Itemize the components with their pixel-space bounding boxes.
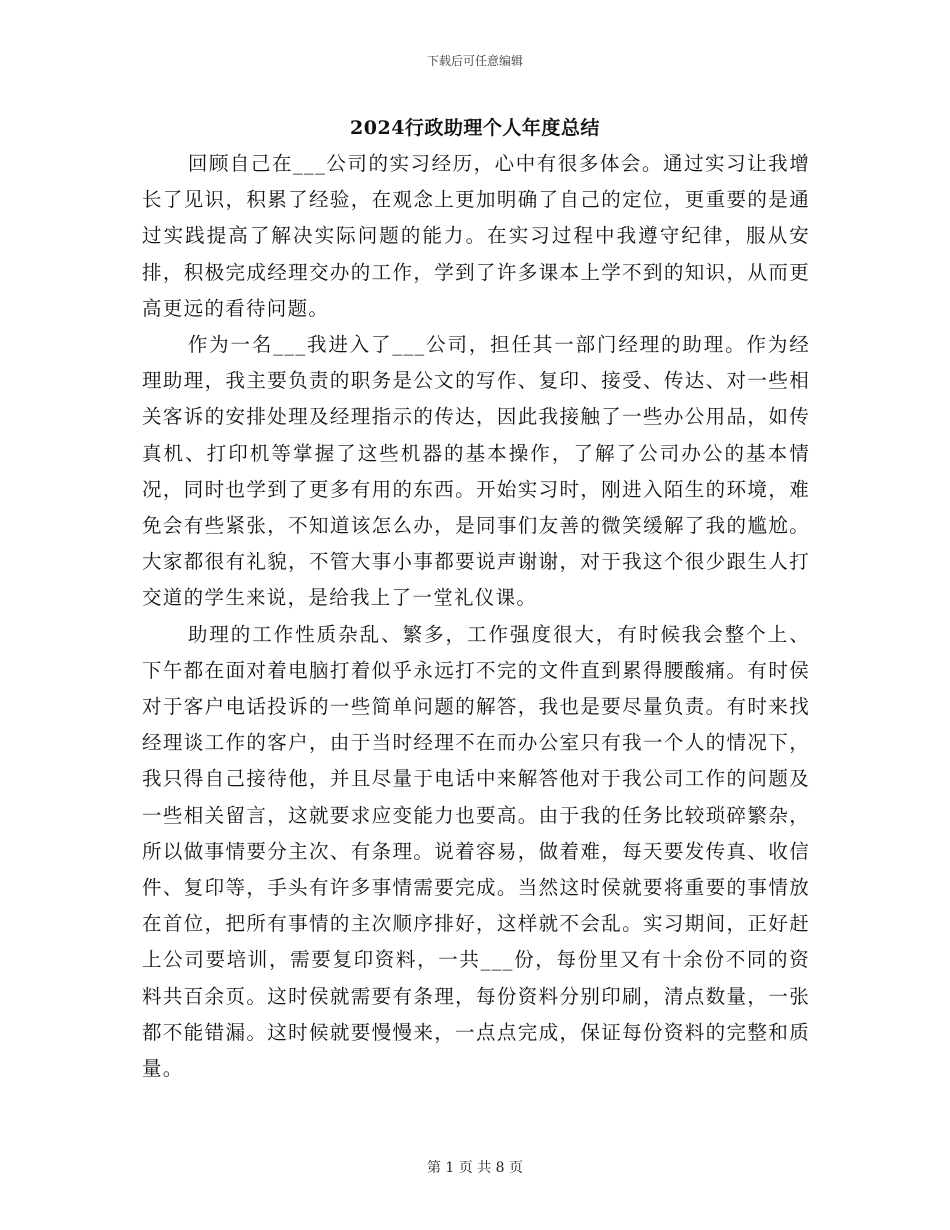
paragraph-3: 助理的工作性质杂乱、繁多，工作强度很大，有时候我会整个上、下午都在面对着电脑打着似乎永远打不完的文件直到累得腰酸痛。有时侯对于客户电话投诉的一些简单问题的解答，我也是要尽量负责。有时来找经理谈工作的客户，由于当时经理不在而办公室只有我一个人的情况下，我只得自己接待他，并且尽量于电话中来解答他对于我公司工作的问题及一些相关留言，这就要求应变能力也要高。由于我的任务比较琐碎繁杂，所以做事情要分主次、有条理。说着容易，做着难，每天要发传真、收信件、复印等，手头有许多事情需要完成。当然这时侯就要将重要的事情放在首位，把所有事情的主次顺序排好，这样就不会乱。实习期间，正好赶上公司要培训，需要复印资料，一共___份，每份里又有十余份不同的资料共百余页。这时侯就需要有条理，每份资料分别印刷，清点数量，一张都不能错漏。这时候就要慢慢来，一点点完成，保证每份资料的完整和质量。 bbox=[142, 622, 810, 1081]
document-body bbox=[142, 146, 810, 1087]
paragraph-2: 作为一名___我进入了___公司，担任其一部门经理的助理。作为经理助理，我主要负责的职务是公文的写作、复印、接受、传达、对一些相关客诉的安排处理及经理指示的传达，因此我接触了一些办公用品，如传真机、打印机等掌握了这些机器的基本操作，了解了公司办公的基本情况，同时也学到了更多有用的东西。开始实习时，刚进入陌生的环境，难免会有些紧张，不知道该怎么办，是同事们友善的微笑缓解了我的尴尬。大家都很有礼貌，不管大事小事都要说声谢谢，对于我这个很少跟生人打交道的学生来说，是给我上了一堂礼仪课。 bbox=[142, 333, 810, 610]
header-note: 下载后可任意编辑 bbox=[426, 54, 523, 68]
page-indicator: 第 1 页 共 8 页 bbox=[426, 1160, 524, 1176]
document-title: 2024行政助理个人年度总结 bbox=[350, 117, 600, 139]
paragraph-1: 回顾自己在___公司的实习经历，心中有很多体会。通过实习让我增长了见识，积累了经验，在观念上更加明确了自己的定位，更重要的是通过实践提高了解决实际问题的能力。在实习过程中我遵守纪律，服从安排，积极完成经理交办的工作，学到了许多课本上学不到的知识，从而更高更远的看待问题。 bbox=[142, 152, 810, 320]
